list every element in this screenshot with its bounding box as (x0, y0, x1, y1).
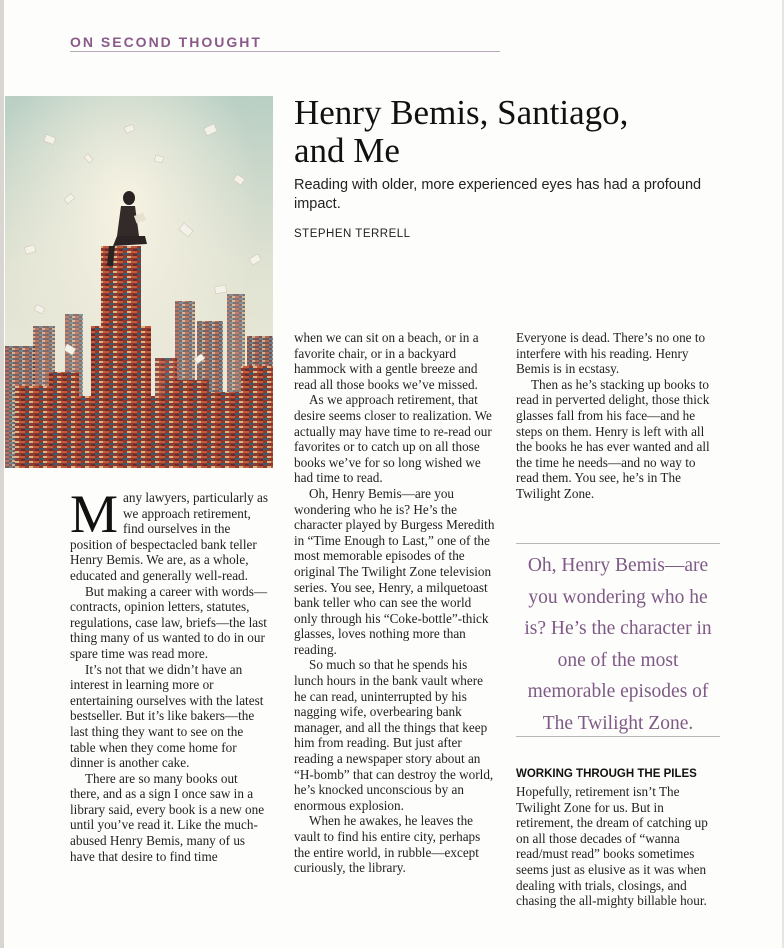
article-deck: Reading with older, more experienced eyes has had a profound impact. (294, 177, 702, 212)
paragraph: Oh, Henry Bemis—are you wondering who he is? He’s the character played by Burgess Meredith in “Time Enough to Last,” one of the most memorable episodes of the original The Twilight Zone television series. You see, Henry, a milquetoast bank teller who can see the world only through his “Coke-bottle”-thick glasses, loves nothing more than reading. (294, 485, 495, 657)
paragraph: When he awakes, he leaves the vault to find his entire city, perhaps the entire world, in rubble—except curiously, the library. (294, 813, 481, 876)
section-header: ON SECOND THOUGHT (70, 34, 262, 50)
byline: STEPHEN TERRELL (294, 228, 411, 240)
column-2 (294, 330, 496, 876)
paragraph: Then as he’s stacking up books to read in perverted delight, those thick glasses fall from his face—and he steps on them. Henry is left with all the books he has ever wanted and all the time he needs—and no way to read them. You see, he’s in The Twilight Zone. (516, 376, 710, 501)
paragraph: when we can sit on a beach, or in a favorite chair, or in a backyard hammock with a gentle breeze and read all those books we’ve missed. (294, 330, 479, 392)
paragraph-text: any lawyers, particularly as we approach retirement, find ourselves in the position of bespectacled bank teller Henry Bemis. We are, as a whole, educated and generally well-read. (70, 490, 269, 583)
drop-cap: M (70, 484, 119, 544)
paragraph: But making a career with words—contracts, opinion letters, statutes, regulations, case law, briefs—the last thing many of us wanted to do in our spare time was read more. (70, 583, 268, 661)
paragraph: Everyone is dead. There’s no one to interfere with his reading. Henry Bemis is in ecstasy. (516, 330, 706, 377)
paragraph: There are so many books out there, and as a sign I once saw in a library said, every book is a new one until you’ve read it. Like the much-abused Henry Bemis, many of us have that desire to find time (70, 770, 265, 864)
paragraph (70, 484, 270, 584)
title-line-1: Henry Bemis, Santiago, (294, 93, 629, 132)
pull-quote: Oh, Henry Bemis—are you wondering who he is? He’s the character in one of the most memorable episodes of The Twilight Zone. (516, 543, 720, 737)
article-illustration (5, 96, 273, 468)
paragraph: As we approach retirement, that desire seems closer to realization. We actually may have time to re-read our favorites or to catch up on all those books we’ve for so long wished we had time to read. (294, 392, 492, 486)
title-line-2: and Me (294, 131, 400, 170)
header-rule (70, 51, 500, 52)
column-3 (516, 330, 720, 502)
paragraph: It’s not that we didn’t have an interest in learning more or entertaining ourselves with the latest bestseller. But it’s like bakers—the last thing they want to see on the table when they come home for dinner is another cake. (70, 661, 264, 771)
person-reading-on-book-stack-illustration (5, 96, 273, 468)
column-1 (70, 484, 270, 864)
article-title (294, 94, 734, 170)
paragraph: So much so that he spends his lunch hours in the bank vault where he can read, uninterrupted by his nagging wife, overbearing bank manager, and all the things that keep him from reading. But just after reading a newspaper story about an “H-bomb” that can destroy the world, he’s knocked unconscious by an enormous explosion. (294, 657, 494, 813)
paragraph: Hopefully, retirement isn’t The Twilight Zone for us. But in retirement, the dream of catching up on all those decades of “wanna read/must read” books sometimes seems just as elusive as it was when dealing with trials, closings, and chasing the all-mighty billable hour. (516, 784, 708, 909)
column-3-continued (516, 784, 722, 909)
page-edge (0, 0, 4, 948)
section-subhead: WORKING THROUGH THE PILES (516, 768, 697, 780)
